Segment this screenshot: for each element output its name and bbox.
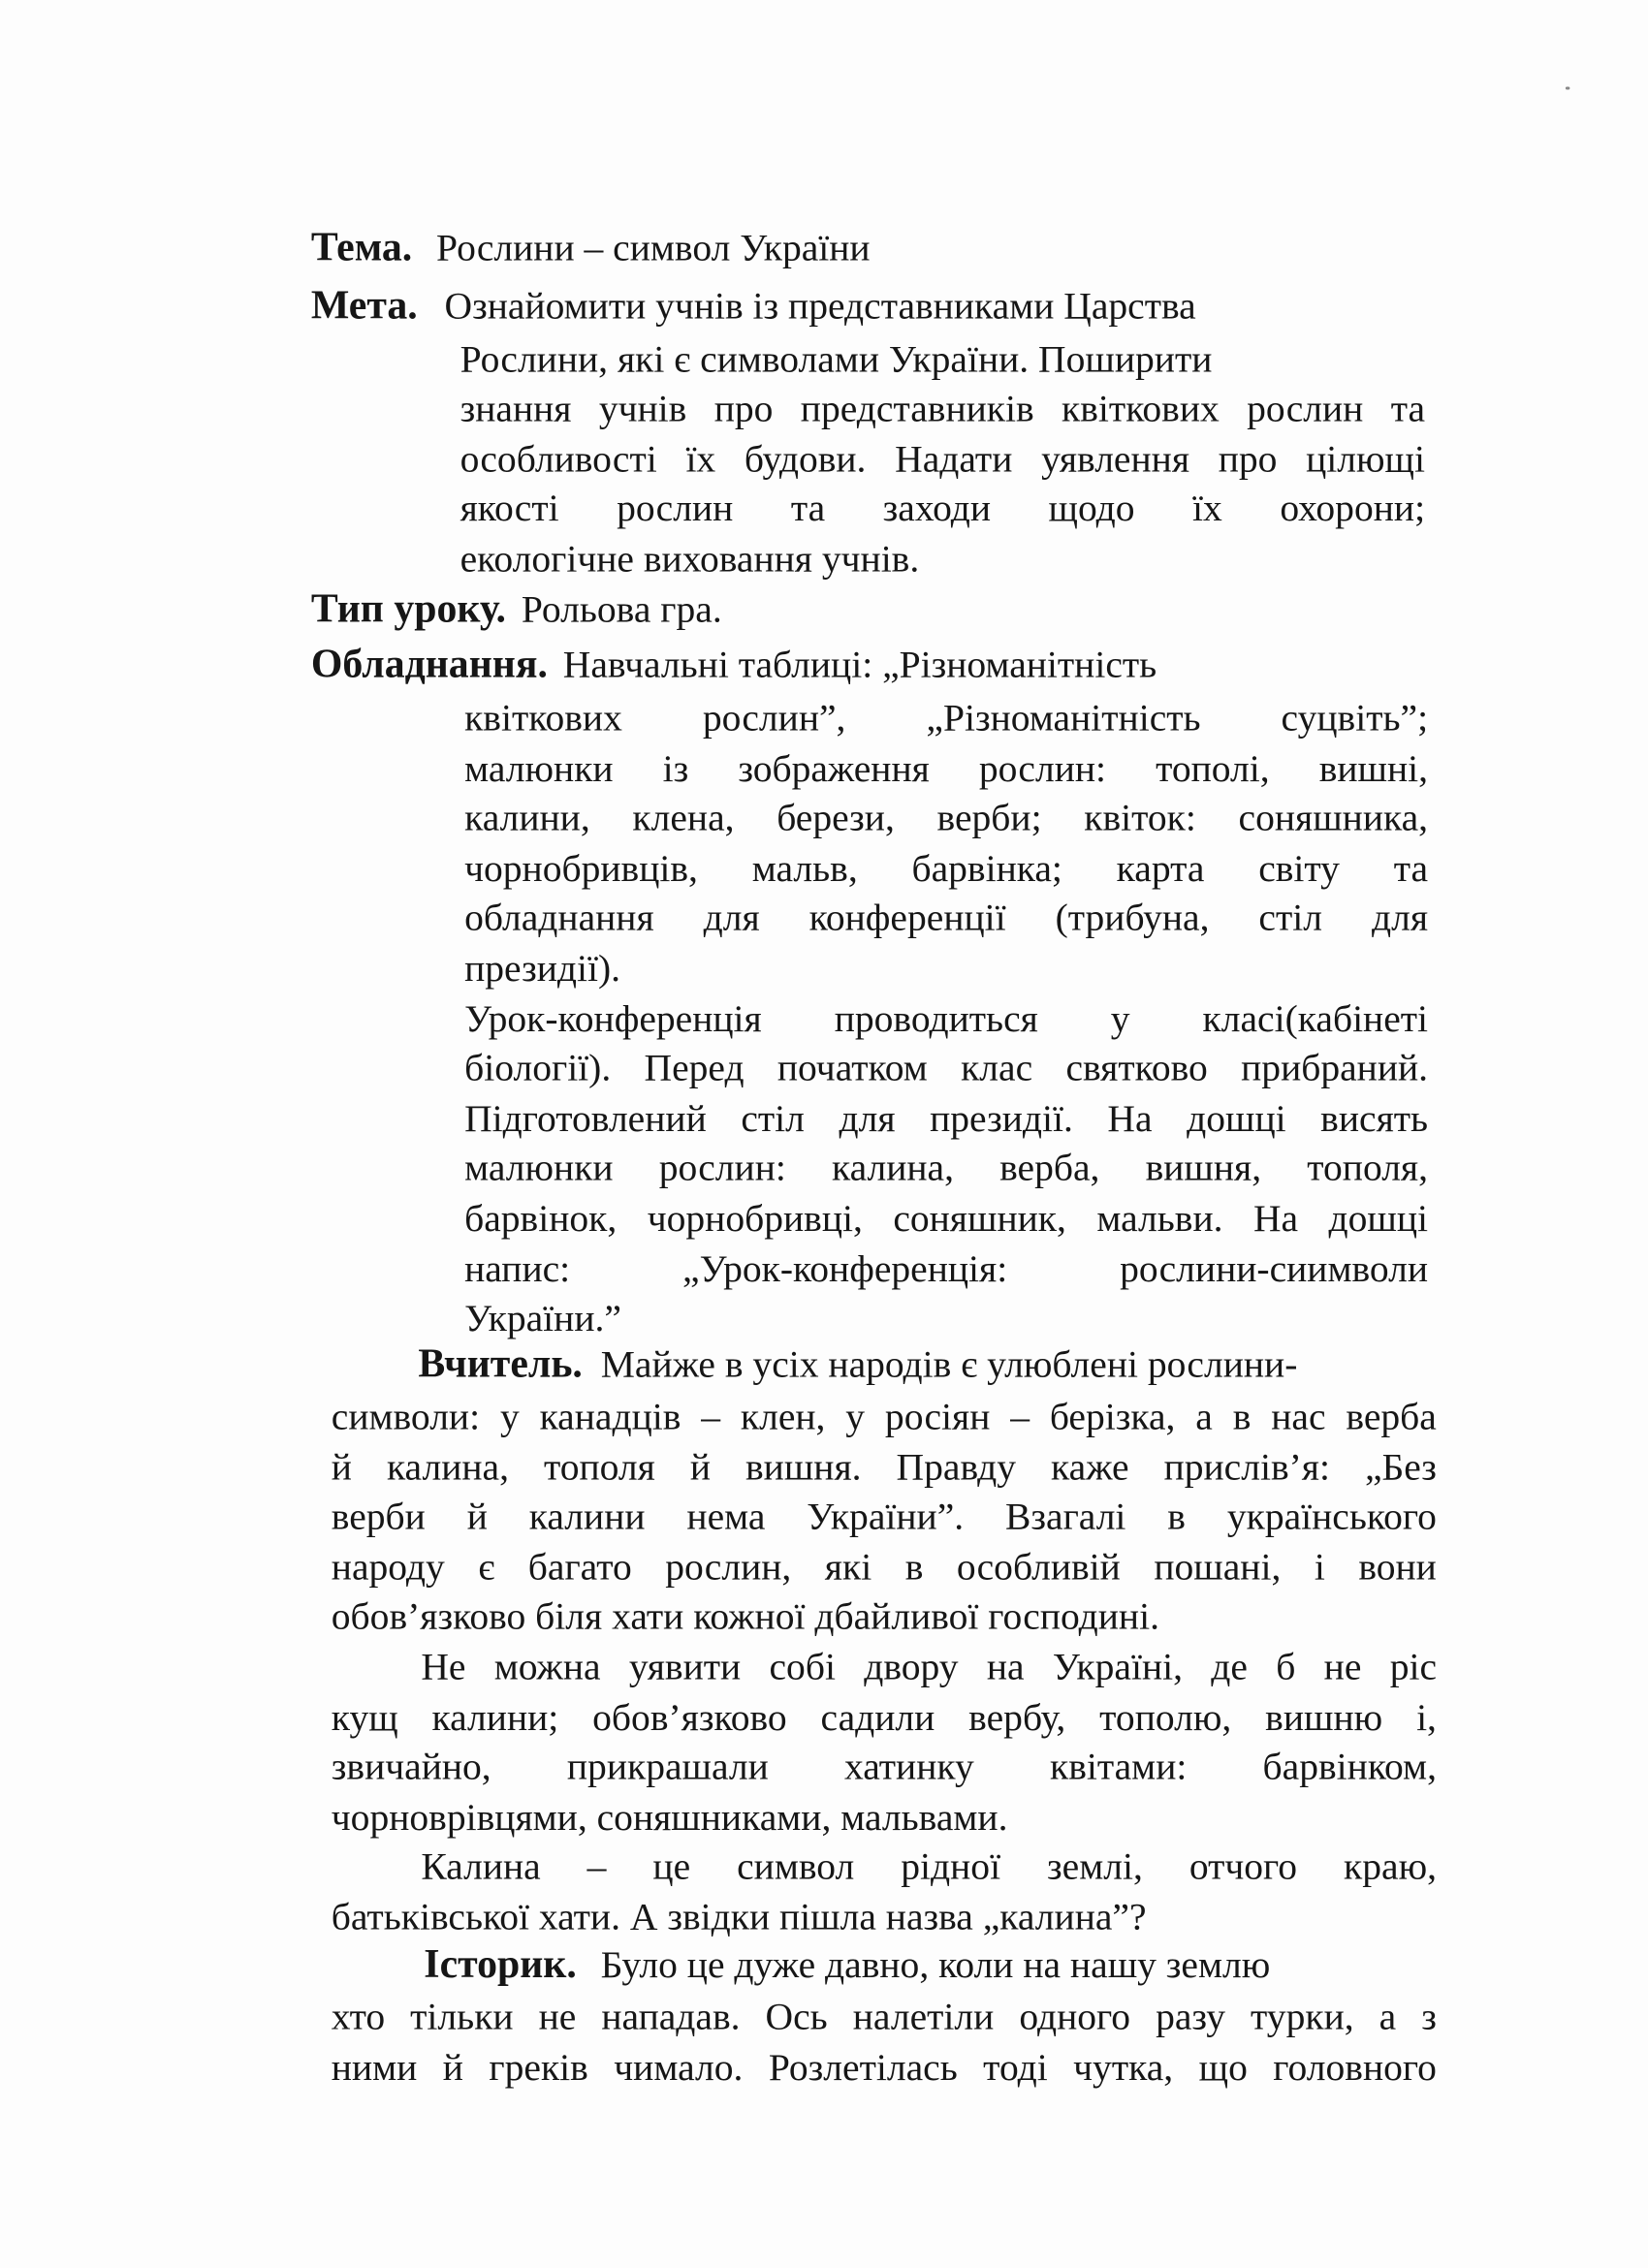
goal-line [310,283,1196,329]
text-line: обов’язково біля хати кожної дбайливої господині. [331,1594,1159,1638]
text-line: калини, клена, берези, верби; квіток: соняшника, [464,796,1429,839]
topic-line [310,225,871,271]
text-line: президії). [464,945,621,990]
teacher-text: Майже в усіх народів є улюблені рослини- [600,1341,1298,1386]
text-line: напис: „Урок-конференція: рослини-сиимволи [464,1245,1429,1290]
text-line: Підготовлений стіл для президії. На дошці висять [464,1095,1429,1140]
text-line: малюнки рослин: калина, верба, вишня, тополя, [464,1146,1429,1190]
text-line: особливості їх будови. Надати уявлення про цілющі [460,436,1426,481]
text-line: барвінок, чорнобривці, соняшник, мальви. На дошці [464,1196,1429,1240]
text-line: кущ калини; обов’язково садили вербу, тополю, вишню і, [331,1694,1437,1739]
topic-text: Рослини – символ України [436,225,871,269]
equipment-label: Обладнання. [310,642,548,687]
scan-speck [1566,87,1569,90]
text-line: чорнобривців, мальв, барвінка; карта світу та [464,845,1429,890]
text-line: батьківської хати. А звідки пішла назва „калина”? [331,1894,1147,1938]
text-line: квіткових рослин”, „Різноманітність суцвіть”; [464,695,1429,740]
text-line: хто тільки не нападав. Ось налетіли одного разу турки, а з [331,1994,1437,2038]
equipment-line [310,642,1157,687]
equipment-text: Навчальні таблиці: „Різноманітність [562,642,1157,686]
text-line: Калина – це символ рідної землі, отчого краю, [421,1843,1438,1888]
text-line: екологічне виховання учнів. [460,536,920,580]
text-line: символи: у канадців – клен, у росіян – берізка, а в нас верба [331,1394,1437,1438]
text-line: біології). Перед початком клас святково прибраний. [464,1046,1429,1089]
text-line: ними й греків чимало. Розлетілась тоді чутка, що головного [331,2044,1437,2089]
text-line: обладнання для конференції (трибуна, стіл для [464,896,1429,940]
text-line: малюнки із зображення рослин: тополі, вишні, [464,745,1429,790]
text-line: якості рослин та заходи щодо їх охорони; [460,486,1426,530]
teacher-line [418,1341,1435,1388]
text-line: народу є багато рослин, які в особливій пошані, і вони [331,1544,1437,1589]
text-line: звичайно, прикрашали хатинку квітами: барвінком, [331,1744,1437,1788]
historian-text: Було це дуже давно, коли на нашу землю [600,1942,1271,1986]
text-line: України.” [464,1296,621,1340]
text-line: Рослини, які є символами України. Поширити [460,336,1213,381]
text-line: й калина, тополя й вишня. Правду каже прислів’я: „Без [331,1444,1437,1488]
lesson-type-text: Рольова гра. [521,586,722,631]
goal-text: Ознайомити учнів із представниками Царства [444,283,1196,328]
text-line: чорноврівцями, соняшниками, мальвами. [331,1794,1008,1839]
text-line: верби й калини нема України”. Взагалі в українського [331,1494,1437,1538]
historian-label: Історик. [424,1942,577,1988]
text-line: знання учнів про представників квіткових рослин та [460,387,1426,430]
text-line: Урок-конференція проводиться у класі(кабінеті [464,995,1429,1040]
lesson-type-line [310,586,722,633]
goal-label: Мета. [310,283,418,329]
lesson-type-label: Тип уроку. [310,586,507,633]
teacher-label: Вчитель. [418,1341,583,1388]
topic-label: Тема. [310,225,413,271]
historian-line [424,1942,1271,1988]
text-line: Не можна уявити собі двору на Україні, де б не ріс [421,1644,1438,1688]
